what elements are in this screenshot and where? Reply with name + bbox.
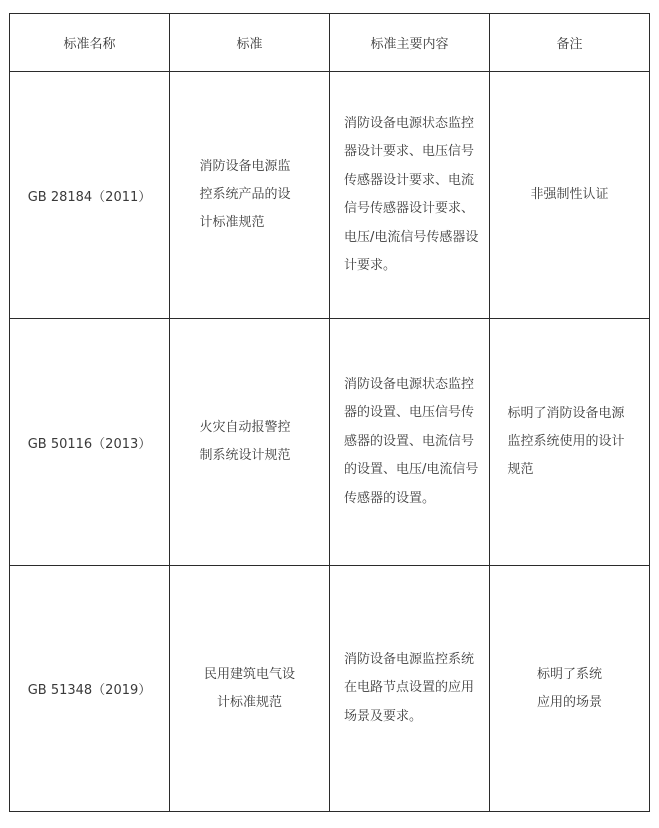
remarks-cell bbox=[490, 72, 650, 319]
content-text: 消防设备电源状态监控器的设置、电压信号传感器的设置、电流信号的设置、电压/电流信号传感器的设置。 bbox=[344, 376, 479, 506]
table-header-row bbox=[10, 14, 650, 72]
standard-name-cell: GB 28184（2011） bbox=[10, 72, 170, 319]
standard-text: 消防设备电源监控系统产品的设计标准规范 bbox=[199, 159, 291, 230]
content-text: 消防设备电源状态监控器设计要求、电压信号传感器设计要求、电流信号传感器设计要求、电压/电流信号传感器设计要求。 bbox=[344, 115, 479, 273]
content-cell bbox=[330, 566, 490, 812]
remarks-text: 标明了消防设备电源监控系统使用的设计规范 bbox=[507, 406, 625, 477]
header-remarks: 备注 bbox=[490, 14, 650, 72]
standard-text: 火灾自动报警控制系统设计规范 bbox=[199, 420, 291, 463]
standard-cell bbox=[170, 319, 330, 566]
standard-name-cell: GB 51348（2019） bbox=[10, 566, 170, 812]
header-main-content: 标准主要内容 bbox=[330, 14, 490, 72]
standard-name-cell: GB 50116（2013） bbox=[10, 319, 170, 566]
remarks-text: 标明了系统应用的场景 bbox=[536, 666, 602, 710]
table-row bbox=[10, 566, 650, 812]
table-row bbox=[10, 319, 650, 566]
remarks-cell bbox=[490, 566, 650, 812]
header-standard-name: 标准名称 bbox=[10, 14, 170, 72]
content-cell bbox=[330, 319, 490, 566]
table-row bbox=[10, 72, 650, 319]
standard-text: 民用建筑电气设计标准规范 bbox=[203, 666, 295, 710]
content-cell bbox=[330, 72, 490, 319]
standard-cell bbox=[170, 72, 330, 319]
standard-cell bbox=[170, 566, 330, 812]
content-text: 消防设备电源监控系统在电路节点设置的应用场景及要求。 bbox=[344, 651, 475, 724]
header-standard: 标准 bbox=[170, 14, 330, 72]
remarks-cell bbox=[490, 319, 650, 566]
standards-table bbox=[9, 13, 650, 812]
remarks-text: 非强制性认证 bbox=[530, 187, 609, 202]
